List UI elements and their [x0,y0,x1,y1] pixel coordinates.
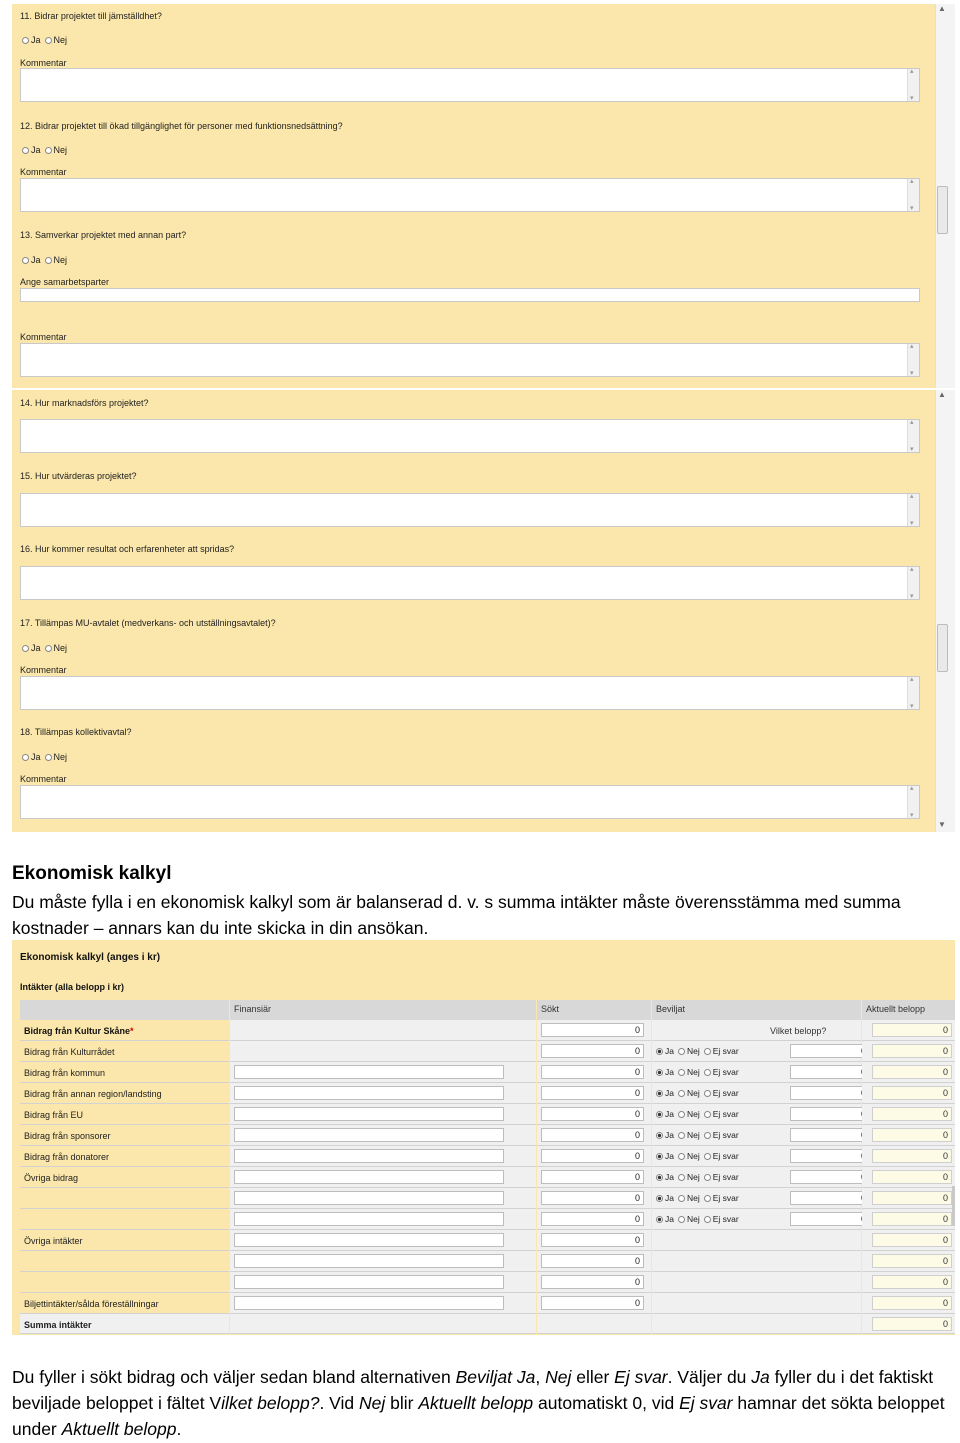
radio-ja[interactable] [656,1195,663,1202]
sokt-cell [537,1272,651,1293]
sokt-cell [537,1020,651,1041]
question-11-label: 11. Bidrar projektet till jämställdhet? [20,11,162,21]
aktuellt-cell [862,1167,955,1188]
sokt-input[interactable]: 0 [541,1233,644,1247]
budget-form [12,940,955,1335]
aktuellt-cell [862,1293,955,1314]
sokt-cell [537,1125,651,1146]
sokt-input[interactable]: 0 [541,1191,644,1205]
radio-ja[interactable] [22,645,29,652]
table-row [20,1230,955,1251]
aktuellt-cell [862,1041,955,1062]
required-mark: * [130,1026,134,1036]
finansiar-input[interactable] [234,1086,504,1100]
scroll-thumb[interactable] [937,624,948,672]
aktuellt-cell [862,1188,955,1209]
table-row [20,1041,955,1062]
table-row [20,1167,955,1188]
project-questions-form [12,4,955,832]
radio-ej-svar[interactable] [704,1090,711,1097]
column-header-beviljat: Beviljat [652,1000,861,1020]
beviljat-cell [652,1251,861,1272]
question-17-options: Ja Nej [22,643,71,653]
row-label: Bidrag från annan region/landsting [20,1083,229,1104]
vilket-belopp-input[interactable] [790,1149,870,1163]
radio-nej[interactable] [678,1216,685,1223]
finansiar-input[interactable] [234,1212,504,1226]
sokt-cell [537,1083,651,1104]
aktuellt-output: 0 [872,1086,952,1100]
radio-ej-svar[interactable] [704,1069,711,1076]
comment-textarea-17[interactable] [20,676,920,710]
vilket-belopp-input[interactable] [790,1107,870,1121]
vilket-belopp-input[interactable] [790,1128,870,1142]
beviljat-options: Ja Nej Ej svar [656,1172,743,1182]
comment-label: Kommentar [20,665,67,675]
finansiar-input[interactable] [234,1275,504,1289]
beviljat-options: Ja Nej Ej svar [656,1067,743,1077]
radio-nej[interactable] [678,1153,685,1160]
aktuellt-cell [862,1125,955,1146]
question-16-label: 16. Hur kommer resultat och erfarenheter att spridas? [20,544,235,554]
finansiar-cell [230,1188,536,1209]
textarea-scrollbar[interactable] [907,179,919,211]
radio-nej[interactable] [45,257,52,264]
column-header-aktuellt: Aktuellt belopp [862,1000,955,1020]
aktuellt-output: 0 [872,1233,952,1247]
beviljat-cell [652,1314,861,1334]
finansiar-cell [230,1293,536,1314]
finansiar-cell [230,1167,536,1188]
row-label: Bidrag från EU [20,1104,229,1125]
finansiar-input[interactable] [234,1296,504,1310]
sokt-cell [537,1314,651,1334]
aktuellt-cell [862,1209,955,1230]
row-label: Övriga intäkter [20,1230,229,1251]
vilket-belopp-input[interactable] [790,1212,870,1226]
partner-label: Ange samarbetsparter [20,277,110,287]
aktuellt-cell [862,1104,955,1125]
row-label: Bidrag från kommun [20,1062,229,1083]
comment-label: Kommentar [20,167,67,177]
sokt-input[interactable]: 0 [541,1254,644,1268]
comment-label: Kommentar [20,774,67,784]
sokt-input[interactable]: 0 [541,1149,644,1163]
section-intro: Du måste fylla i en ekonomisk kalkyl som är balanserad d. v. s summa intäkter måste överensstämma med summa kostnader – annars kan du inte skicka in din ansökan. [12,892,901,938]
radio-nej[interactable] [678,1132,685,1139]
radio-nej[interactable] [678,1048,685,1055]
table-row [20,1188,955,1209]
pane-divider [12,388,955,390]
question-15-label: 15. Hur utvärderas projektet? [20,471,137,481]
textarea-scrollbar[interactable] [907,567,919,599]
sokt-cell [537,1209,651,1230]
textarea-scrollbar[interactable] [907,344,919,376]
finansiar-cell [230,1041,536,1062]
radio-nej[interactable] [678,1069,685,1076]
comment-textarea-18[interactable] [20,785,920,819]
beviljat-options: Ja Nej Ej svar [656,1109,743,1119]
scroll-thumb[interactable] [952,1186,955,1226]
beviljat-cell [652,1041,861,1062]
question-13-options: Ja Nej [22,255,71,265]
comment-textarea-11[interactable] [20,68,920,102]
beviljat-cell [652,1083,861,1104]
finansiar-cell [230,1125,536,1146]
sokt-input[interactable]: 0 [541,1107,644,1121]
aktuellt-cell [862,1146,955,1167]
table-row [20,1146,955,1167]
aktuellt-cell [862,1251,955,1272]
radio-ja[interactable] [656,1090,663,1097]
answer-textarea-14[interactable] [20,419,920,453]
row-label [20,1251,229,1272]
aktuellt-output: 0 [872,1170,952,1184]
scroll-thumb[interactable] [937,186,948,234]
row-label: Övriga bidrag [20,1167,229,1188]
row-label: Bidrag från donatorer [20,1146,229,1167]
radio-ja[interactable] [22,37,29,44]
table-row [20,1209,955,1230]
finansiar-cell [230,1104,536,1125]
radio-ja[interactable] [22,257,29,264]
vilket-belopp-input[interactable] [790,1191,870,1205]
comment-textarea-13[interactable] [20,343,920,377]
scroll-up-icon[interactable]: ▲ [938,4,946,13]
radio-nej[interactable] [678,1174,685,1181]
beviljat-options: Ja Nej Ej svar [656,1088,743,1098]
beviljat-options: Ja Nej Ej svar [656,1046,743,1056]
radio-ej-svar[interactable] [704,1153,711,1160]
aktuellt-output: 0 [872,1149,952,1163]
beviljat-cell [652,1020,861,1041]
beviljat-options: Ja Nej Ej svar [656,1193,743,1203]
comment-label: Kommentar [20,332,67,342]
radio-ej-svar[interactable] [704,1195,711,1202]
textarea-scrollbar[interactable] [907,494,919,526]
finansiar-input[interactable] [234,1170,504,1184]
question-13-label: 13. Samverkar projektet med annan part? [20,230,187,240]
radio-nej[interactable] [678,1090,685,1097]
scroll-up-icon[interactable]: ▲ [938,390,946,399]
finansiar-cell [230,1251,536,1272]
sokt-cell [537,1230,651,1251]
aktuellt-cell [862,1062,955,1083]
beviljat-options: Ja Nej Ej svar [656,1151,743,1161]
table-row [20,1020,955,1041]
question-14-label: 14. Hur marknadsförs projektet? [20,398,149,408]
question-17-label: 17. Tillämpas MU-avtalet (medverkans- och utställningsavtalet)? [20,618,276,628]
aktuellt-cell [862,1272,955,1293]
row-label: Bidrag från sponsorer [20,1125,229,1146]
radio-ja[interactable] [656,1216,663,1223]
radio-ja[interactable] [22,147,29,154]
aktuellt-output: 0 [872,1212,952,1226]
sokt-input[interactable]: 0 [541,1275,644,1289]
aktuellt-cell [862,1020,955,1041]
sokt-input[interactable]: 0 [541,1086,644,1100]
answer-textarea-15[interactable] [20,493,920,527]
finansiar-cell [230,1230,536,1251]
textarea-scrollbar[interactable] [907,69,919,101]
finansiar-input[interactable] [234,1107,504,1121]
partner-input[interactable] [20,288,920,302]
finansiar-input[interactable] [234,1191,504,1205]
table-row [20,1251,955,1272]
column-header-sokt: Sökt [537,1000,651,1020]
radio-nej[interactable] [678,1195,685,1202]
radio-ja[interactable] [22,754,29,761]
beviljat-cell [652,1293,861,1314]
aktuellt-output: 0 [872,1023,952,1037]
sokt-input[interactable]: 0 [541,1023,644,1037]
radio-ej-svar[interactable] [704,1132,711,1139]
aktuellt-output: 0 [872,1044,952,1058]
column-header-name [20,1000,229,1020]
sokt-cell [537,1041,651,1062]
beviljat-cell [652,1188,861,1209]
beviljat-cell [652,1272,861,1293]
radio-ej-svar[interactable] [704,1174,711,1181]
table-row [20,1104,955,1125]
aktuellt-output: 0 [872,1191,952,1205]
finansiar-cell [230,1020,536,1041]
total-output: 0 [872,1317,952,1331]
aktuellt-cell [862,1083,955,1104]
income-subtitle: Intäkter (alla belopp i kr) [20,982,125,992]
scroll-down-icon[interactable]: ▼ [938,820,946,829]
table-row [20,1272,955,1293]
finansiar-cell [230,1083,536,1104]
sokt-input[interactable]: 0 [541,1128,644,1142]
radio-ja[interactable] [656,1174,663,1181]
row-label [20,1188,229,1209]
table-row [20,1125,955,1146]
beviljat-cell [652,1146,861,1167]
sokt-cell [537,1167,651,1188]
aktuellt-output: 0 [872,1296,952,1310]
row-label: Bidrag från Kulturrådet [20,1041,229,1062]
instruction-paragraph: Du fyller i sökt bidrag och väljer sedan bland alternativen Beviljat Ja, Nej eller Ej svar. Väljer du Ja fyller du i det faktiskt beviljade beloppet i fältet Vilket belopp?. Vid Nej blir Aktuellt belopp automatiskt 0, vid Ej svar hamnar det sökta beloppet under Aktuellt belopp. [12,1367,945,1439]
question-11-options: Ja Nej [22,35,71,45]
sokt-cell [537,1146,651,1167]
answer-textarea-16[interactable] [20,566,920,600]
finansiar-cell [230,1209,536,1230]
sokt-cell [537,1188,651,1209]
question-18-options: Ja Nej [22,752,71,762]
table-row [20,1062,955,1083]
sokt-cell [537,1104,651,1125]
sokt-input[interactable]: 0 [541,1044,644,1058]
beviljat-cell [652,1104,861,1125]
question-18-label: 18. Tillämpas kollektivavtal? [20,727,132,737]
aktuellt-output: 0 [872,1254,952,1268]
beviljat-options: Ja Nej Ej svar [656,1130,743,1140]
finansiar-input[interactable] [234,1233,504,1247]
vilket-belopp-input[interactable] [790,1170,870,1184]
sokt-input[interactable]: 0 [541,1170,644,1184]
table-row [20,1293,955,1314]
aktuellt-output: 0 [872,1065,952,1079]
aktuellt-output: 0 [872,1107,952,1121]
table-header [20,1000,955,1020]
finansiar-input[interactable] [234,1128,504,1142]
row-label: Bidrag från Kultur Skåne* [20,1020,229,1041]
radio-ja[interactable] [656,1153,663,1160]
window-scrollbar-lower[interactable] [935,390,955,832]
sokt-cell [537,1062,651,1083]
vilket-belopp-label: Vilket belopp? [770,1026,827,1036]
radio-ja[interactable] [656,1132,663,1139]
radio-nej[interactable] [678,1111,685,1118]
finansiar-input[interactable] [234,1254,504,1268]
question-12-label: 12. Bidrar projektet till ökad tillgänglighet för personer med funktionsnedsättning? [20,121,343,131]
finansiar-cell [230,1272,536,1293]
total-row [20,1314,955,1334]
aktuellt-output: 0 [872,1128,952,1142]
vilket-belopp-input[interactable] [790,1044,870,1058]
sokt-input[interactable]: 0 [541,1212,644,1226]
radio-nej[interactable] [45,37,52,44]
sokt-cell [537,1293,651,1314]
sokt-input[interactable]: 0 [541,1065,644,1079]
textarea-scrollbar[interactable] [907,786,919,818]
radio-nej[interactable] [45,754,52,761]
radio-ej-svar[interactable] [704,1111,711,1118]
finansiar-input[interactable] [234,1065,504,1079]
finansiar-cell [230,1146,536,1167]
section-heading: Ekonomisk kalkyl [12,863,172,884]
row-label: Biljettintäkter/sålda föreställningar [20,1293,229,1314]
finansiar-cell [230,1062,536,1083]
finansiar-input[interactable] [234,1149,504,1163]
question-12-options: Ja Nej [22,145,71,155]
table-row [20,1083,955,1104]
total-label: Summa intäkter [20,1314,229,1334]
beviljat-cell [652,1230,861,1251]
sokt-cell [537,1251,651,1272]
radio-nej[interactable] [45,147,52,154]
sokt-input[interactable]: 0 [541,1296,644,1310]
row-label [20,1209,229,1230]
vilket-belopp-input[interactable] [790,1086,870,1100]
comment-label: Kommentar [20,58,67,68]
beviljat-cell [652,1209,861,1230]
radio-ja[interactable] [656,1048,663,1055]
beviljat-cell [652,1167,861,1188]
radio-ja[interactable] [656,1111,663,1118]
aktuellt-cell [862,1230,955,1251]
radio-ja[interactable] [656,1069,663,1076]
aktuellt-output: 0 [872,1275,952,1289]
radio-nej[interactable] [45,645,52,652]
aktuellt-cell [862,1314,955,1334]
radio-ej-svar[interactable] [704,1048,711,1055]
finansiar-cell [230,1314,536,1334]
textarea-scrollbar[interactable] [907,677,919,709]
comment-textarea-12[interactable] [20,178,920,212]
vilket-belopp-input[interactable] [790,1065,870,1079]
radio-ej-svar[interactable] [704,1216,711,1223]
column-header-finansiar: Finansiär [230,1000,536,1020]
textarea-scrollbar[interactable] [907,420,919,452]
beviljat-cell [652,1062,861,1083]
beviljat-cell [652,1125,861,1146]
budget-title: Ekonomisk kalkyl (anges i kr) [20,952,161,963]
beviljat-options: Ja Nej Ej svar [656,1214,743,1224]
row-label [20,1272,229,1293]
